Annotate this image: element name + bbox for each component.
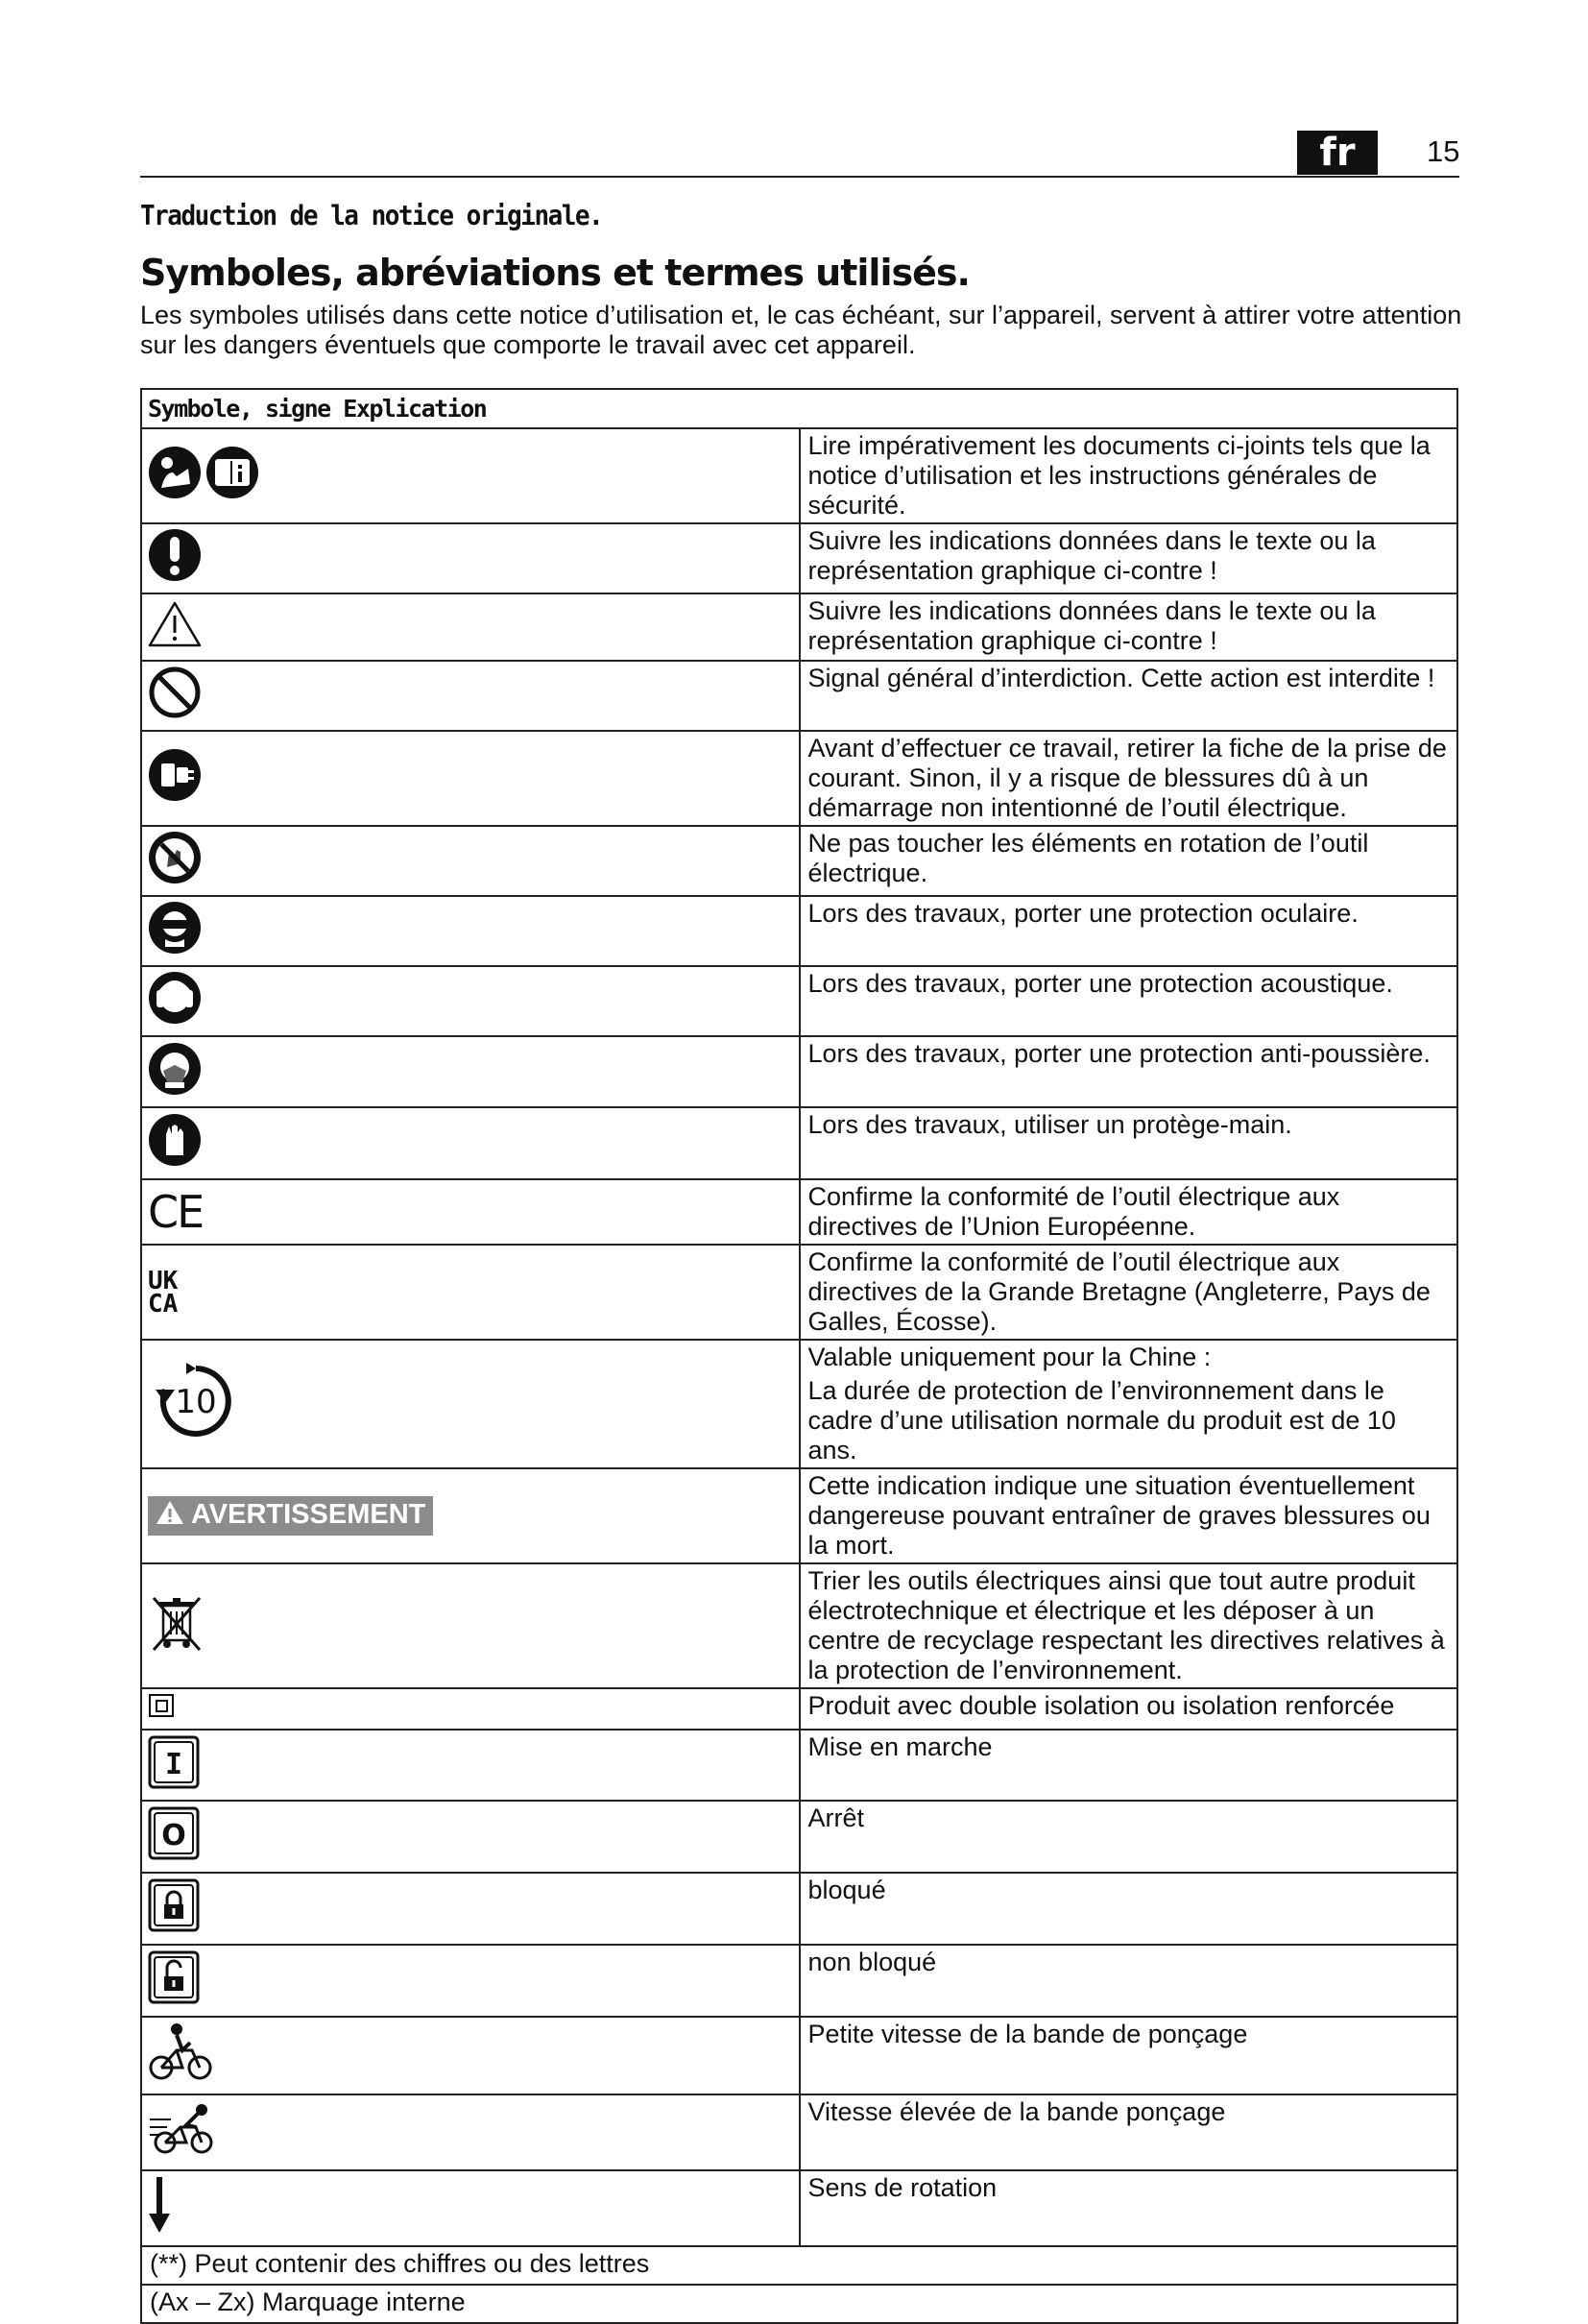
- ce-mark-icon: CE: [148, 1186, 204, 1238]
- table-row: [141, 1801, 1457, 1873]
- table-row: [141, 966, 1457, 1036]
- rotation-arrow-icon: [148, 2175, 171, 2241]
- table-row: [141, 1873, 1457, 1945]
- explanation-cell: Lors des travaux, utiliser un protège-main.: [800, 1107, 1458, 1179]
- symbol-cell: [141, 1179, 800, 1245]
- table-row: [141, 1468, 1457, 1563]
- explanation-cell: Arrêt: [800, 1801, 1458, 1873]
- ear-protection-icon: [148, 971, 202, 1031]
- symbol-cell: [141, 593, 800, 661]
- explanation-cell: Confirme la conformité de l’outil électrique aux directives de la Grande Bretagne (Angleterre, Pays de Galles, Écosse).: [800, 1245, 1458, 1340]
- power-on-symbol: I: [164, 1747, 183, 1781]
- symbol-cell: [141, 1563, 800, 1688]
- table-row: [141, 731, 1457, 826]
- mandatory-exclamation-icon: [148, 528, 202, 589]
- table-header-row: [141, 389, 1457, 428]
- document-subtitle: Traduction de la notice originale.: [140, 200, 603, 232]
- table-header: Symbole, signe Explication: [141, 389, 1457, 428]
- explanation-cell: Lors des travaux, porter une protection oculaire.: [800, 896, 1458, 966]
- no-touch-icon: [148, 831, 202, 891]
- symbol-cell: [141, 661, 800, 731]
- table-note-row: [141, 2285, 1457, 2323]
- explanation-cell: Confirme la conformité de l’outil électrique aux directives de l’Union Européenne.: [800, 1179, 1458, 1245]
- page-number: 15: [1427, 134, 1460, 168]
- language-tab: fr: [1297, 131, 1378, 175]
- weee-bin-icon: [148, 1592, 205, 1660]
- symbol-cell: [141, 1245, 800, 1340]
- table-row: [141, 1688, 1457, 1730]
- table-row: [141, 2094, 1457, 2170]
- table-row: [141, 1340, 1457, 1468]
- slow-speed-icon: [148, 2021, 215, 2090]
- explanation-cell: Produit avec double isolation ou isolation renforcée: [800, 1688, 1458, 1730]
- power-off-icon: [148, 1806, 202, 1867]
- unplug-icon: [148, 748, 202, 809]
- symbol-cell: [141, 1340, 800, 1468]
- explanation-cell: Signal général d’interdiction. Cette action est interdite !: [800, 661, 1458, 731]
- table-note: (**) Peut contenir des chiffres ou des lettres: [141, 2246, 1457, 2285]
- table-row: [141, 523, 1457, 593]
- warning-label-icon: [156, 1500, 184, 1532]
- gloves-icon: [148, 1113, 202, 1174]
- eye-protection-icon: [148, 901, 202, 961]
- dust-mask-icon: [148, 1042, 202, 1102]
- warning-label: [148, 1496, 433, 1536]
- table-row: [141, 1179, 1457, 1245]
- table-row: [141, 593, 1457, 661]
- symbol-cell: [141, 1036, 800, 1107]
- prohibition-icon: [148, 666, 202, 726]
- explanation-cell: Lors des travaux, porter une protection anti-poussière.: [800, 1036, 1458, 1107]
- china-rohs-number: 10: [175, 1382, 217, 1421]
- intro-paragraph: Les symboles utilisés dans cette notice d’utilisation et, le cas échéant, sur l’appareil, servent à attirer votre attention sur les dangers éventuels que comporte le travail avec cet appareil.: [140, 301, 1462, 359]
- ukca-mark-icon: [148, 1266, 179, 1319]
- warning-triangle-icon: [148, 600, 202, 655]
- table-row: [141, 1945, 1457, 2017]
- table-row: [141, 2017, 1457, 2094]
- symbol-cell: [141, 1107, 800, 1179]
- read-manual-icon: [148, 446, 261, 506]
- symbols-table: [140, 388, 1458, 2324]
- symbol-cell: [141, 896, 800, 966]
- unlocked-icon: [148, 1950, 202, 2011]
- table-row: [141, 1245, 1457, 1340]
- symbol-cell: [141, 2094, 800, 2170]
- symbol-cell: [141, 1945, 800, 2017]
- explanation-cell: Lors des travaux, porter une protection acoustique.: [800, 966, 1458, 1036]
- symbol-cell: [141, 523, 800, 593]
- locked-icon: [148, 1878, 202, 1939]
- table-row: [141, 826, 1457, 896]
- symbol-cell: [141, 1468, 800, 1563]
- table-note-row: [141, 2246, 1457, 2285]
- explanation-cell: Vitesse élevée de la bande ponçage: [800, 2094, 1458, 2170]
- symbol-cell: [141, 1730, 800, 1801]
- header-rule: [140, 176, 1459, 178]
- table-row: [141, 2170, 1457, 2246]
- china-rohs-10-icon: [148, 1361, 244, 1448]
- fast-speed-icon: [148, 2100, 221, 2165]
- explanation-cell: Sens de rotation: [800, 2170, 1458, 2246]
- symbol-cell: [141, 826, 800, 896]
- explanation-cell: Trier les outils électriques ainsi que tout autre produit électrotechnique et électrique et les déposer à un centre de recyclage respectant les directives relatives à la protection de l’environnement.: [800, 1563, 1458, 1688]
- table-row: [141, 1107, 1457, 1179]
- explanation-cell: Suivre les indications données dans le texte ou la représentation graphique ci-contre !: [800, 593, 1458, 661]
- page-title: Symboles, abréviations et termes utilisés.: [140, 252, 970, 294]
- symbol-cell: [141, 1801, 800, 1873]
- explanation-cell: Cette indication indique une situation éventuellement dangereuse pouvant entraîner de graves blessures ou la mort.: [800, 1468, 1458, 1563]
- explanation-cell: Mise en marche: [800, 1730, 1458, 1801]
- explanation-cell: [800, 1340, 1458, 1468]
- symbol-cell: [141, 2170, 800, 2246]
- table-row: [141, 1563, 1457, 1688]
- power-off-symbol: O: [161, 1819, 186, 1853]
- table-row: [141, 661, 1457, 731]
- symbol-cell: [141, 2017, 800, 2094]
- table-note: (Ax – Zx) Marquage interne: [141, 2285, 1457, 2323]
- symbol-cell: [141, 731, 800, 826]
- explanation-cell: non bloqué: [800, 1945, 1458, 2017]
- symbol-cell: [141, 428, 800, 523]
- explanation-cell: Suivre les indications données dans le texte ou la représentation graphique ci-contre !: [800, 523, 1458, 593]
- explanation-cell: Lire impérativement les documents ci-joints tels que la notice d’utilisation et les instructions générales de sécurité.: [800, 428, 1458, 523]
- symbol-cell: [141, 1688, 800, 1730]
- explanation-line: Valable uniquement pour la Chine :: [807, 1343, 1212, 1371]
- symbol-cell: [141, 1873, 800, 1945]
- explanation-line-2: La durée de protection de l’environnement dans le cadre d’une utilisation normale du produit est de 10 ans.: [807, 1376, 1396, 1465]
- warning-label-text: AVERTISSEMENT: [190, 1499, 426, 1531]
- power-on-icon: [148, 1735, 202, 1796]
- ukca-line-2: CA: [148, 1289, 179, 1319]
- table-row: [141, 896, 1457, 966]
- symbol-cell: [141, 966, 800, 1036]
- table-row: [141, 428, 1457, 523]
- explanation-cell: bloqué: [800, 1873, 1458, 1945]
- explanation-cell: Ne pas toucher les éléments en rotation de l’outil électrique.: [800, 826, 1458, 896]
- explanation-cell: Petite vitesse de la bande de ponçage: [800, 2017, 1458, 2094]
- ukca-line-1: UK: [148, 1266, 179, 1295]
- table-row: [141, 1036, 1457, 1107]
- explanation-cell: Avant d’effectuer ce travail, retirer la fiche de la prise de courant. Sinon, il y a risque de blessures dû à un démarrage non intentionné de l’outil électrique.: [800, 731, 1458, 826]
- table-row: [141, 1730, 1457, 1801]
- double-insulation-icon: [148, 1693, 175, 1725]
